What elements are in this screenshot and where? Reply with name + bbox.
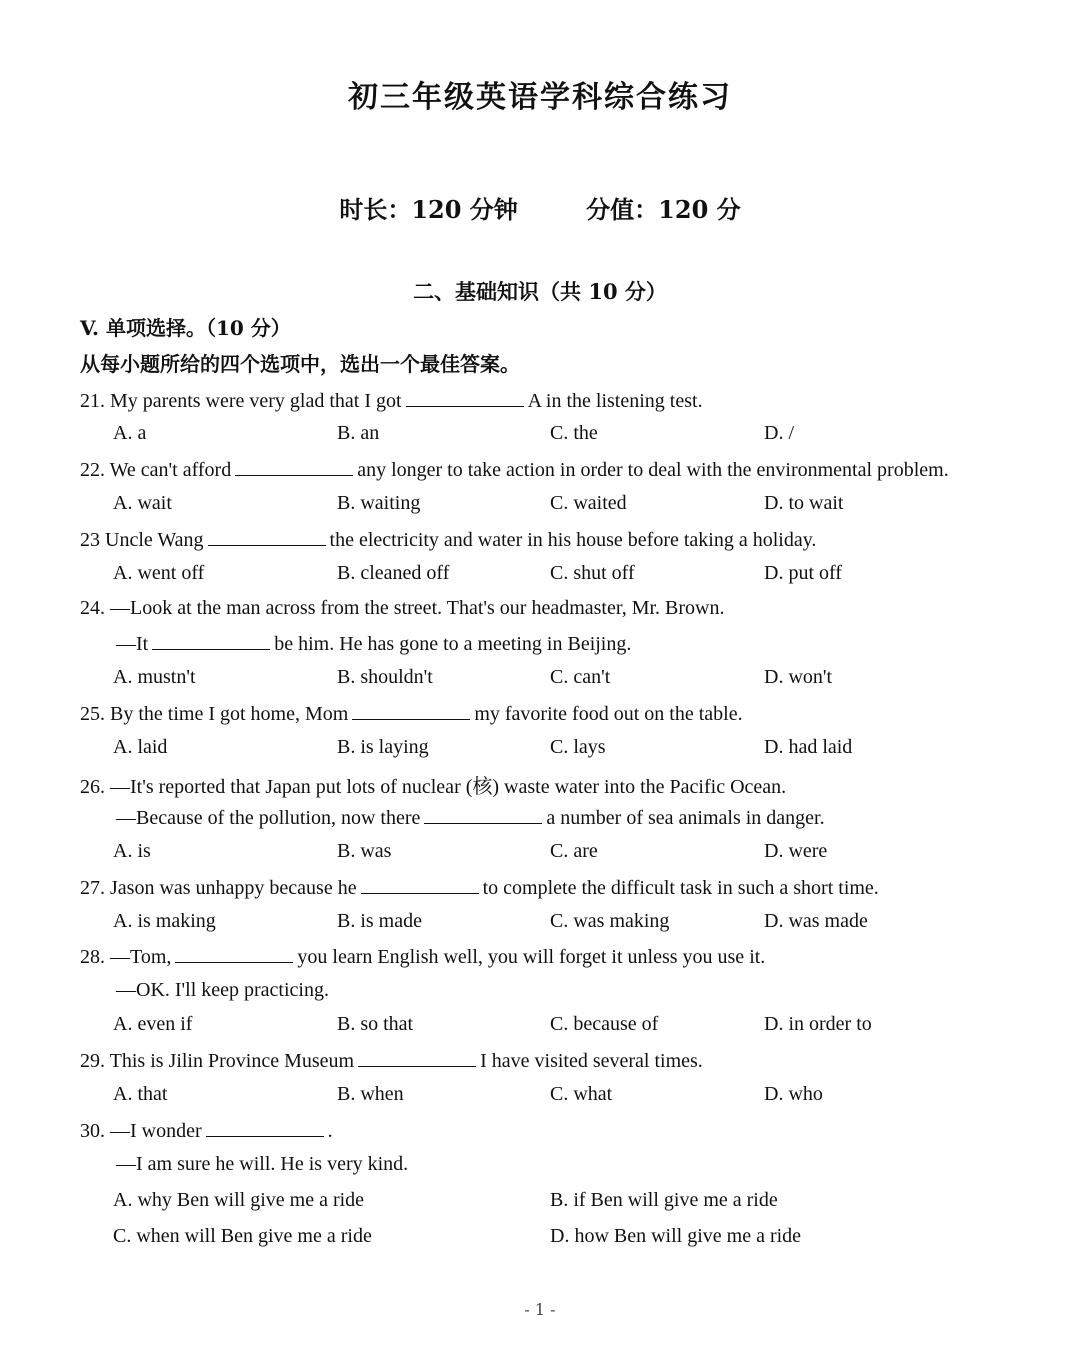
option-c[interactable]: C. because of bbox=[550, 1013, 659, 1035]
option-a[interactable]: A. a bbox=[113, 422, 147, 444]
option-a[interactable]: A. is bbox=[113, 840, 151, 862]
option-c[interactable]: C. waited bbox=[550, 492, 627, 514]
option-b[interactable]: B. is laying bbox=[337, 736, 429, 758]
options-30-row-2 bbox=[113, 1225, 1013, 1251]
question-text: the electricity and water in his house before taking a holiday. bbox=[329, 529, 817, 551]
question-text: to complete the difficult task in such a short time. bbox=[482, 877, 879, 899]
answer-blank[interactable] bbox=[358, 1048, 476, 1067]
option-b[interactable]: B. was bbox=[337, 840, 392, 862]
question-text: 23 Uncle Wang bbox=[80, 529, 204, 551]
answer-blank[interactable] bbox=[208, 527, 326, 546]
answer-blank[interactable] bbox=[352, 701, 470, 720]
score-label: 分值：120 分 bbox=[586, 195, 741, 224]
options-27 bbox=[113, 910, 1013, 936]
question-22 bbox=[80, 457, 949, 482]
answer-blank[interactable] bbox=[152, 631, 270, 650]
option-c[interactable]: C. lays bbox=[550, 736, 606, 758]
question-text: my favorite food out on the table. bbox=[474, 703, 743, 725]
instructions: 从每小题所给的四个选项中，选出一个最佳答案。 bbox=[80, 352, 520, 376]
question-text: I have visited several times. bbox=[480, 1050, 703, 1072]
option-a[interactable]: A. went off bbox=[113, 562, 205, 584]
question-text: 30. —I wonder bbox=[80, 1120, 202, 1142]
option-b[interactable]: B. if Ben will give me a ride bbox=[550, 1189, 778, 1211]
question-27 bbox=[80, 875, 879, 900]
option-c[interactable]: C. the bbox=[550, 422, 598, 444]
question-text: a number of sea animals in danger. bbox=[546, 807, 825, 829]
options-29 bbox=[113, 1083, 1013, 1109]
question-text: you learn English well, you will forget it unless you use it. bbox=[297, 946, 766, 968]
option-c[interactable]: C. when will Ben give me a ride bbox=[113, 1225, 372, 1247]
option-a[interactable]: A. why Ben will give me a ride bbox=[113, 1189, 365, 1211]
page-number: - 1 - bbox=[524, 1300, 556, 1319]
option-a[interactable]: A. even if bbox=[113, 1013, 193, 1035]
answer-blank[interactable] bbox=[235, 457, 353, 476]
question-text: 25. By the time I got home, Mom bbox=[80, 703, 349, 725]
option-d[interactable]: D. had laid bbox=[764, 736, 853, 758]
question-text: —It bbox=[116, 633, 149, 655]
option-c[interactable]: C. are bbox=[550, 840, 598, 862]
question-24: 24. —Look at the man across from the street. That's our headmaster, Mr. Brown. bbox=[80, 597, 725, 619]
exam-meta bbox=[0, 190, 1080, 225]
option-b[interactable]: B. shouldn't bbox=[337, 666, 433, 688]
part-heading: V. 单项选择。（10 分） bbox=[80, 316, 291, 340]
option-b[interactable]: B. so that bbox=[337, 1013, 414, 1035]
option-c[interactable]: C. what bbox=[550, 1083, 613, 1105]
question-text: 27. Jason was unhappy because he bbox=[80, 877, 357, 899]
question-30 bbox=[80, 1118, 333, 1143]
option-d[interactable]: D. was made bbox=[764, 910, 868, 932]
question-24-reply bbox=[116, 631, 631, 656]
question-text: —Because of the pollution, now there bbox=[116, 807, 421, 829]
option-d[interactable]: D. won't bbox=[764, 666, 833, 688]
answer-blank[interactable] bbox=[206, 1118, 324, 1137]
option-a[interactable]: A. wait bbox=[113, 492, 172, 514]
question-text: A in the listening test. bbox=[527, 390, 703, 412]
question-26: 26. —It's reported that Japan put lots of nuclear (核) waste water into the Pacific Ocean. bbox=[80, 776, 787, 798]
options-21 bbox=[113, 422, 1013, 448]
page-title: 初三年级英语学科综合练习 bbox=[348, 80, 732, 115]
option-c[interactable]: C. was making bbox=[550, 910, 670, 932]
option-d[interactable]: D. put off bbox=[764, 562, 842, 584]
question-text: 28. —Tom, bbox=[80, 946, 172, 968]
answer-blank[interactable] bbox=[424, 805, 542, 824]
option-b[interactable]: B. when bbox=[337, 1083, 404, 1105]
question-28-reply: —OK. I'll keep practicing. bbox=[116, 979, 329, 1001]
options-26 bbox=[113, 840, 1013, 866]
option-d[interactable]: D. in order to bbox=[764, 1013, 872, 1035]
options-22 bbox=[113, 492, 1013, 518]
option-b[interactable]: B. cleaned off bbox=[337, 562, 450, 584]
option-a[interactable]: A. is making bbox=[113, 910, 216, 932]
option-c[interactable]: C. can't bbox=[550, 666, 611, 688]
option-a[interactable]: A. mustn't bbox=[113, 666, 196, 688]
question-text: 21. My parents were very glad that I got bbox=[80, 390, 402, 412]
question-text: any longer to take action in order to deal with the environmental problem. bbox=[357, 459, 949, 481]
option-d[interactable]: D. who bbox=[764, 1083, 823, 1105]
question-text: be him. He has gone to a meeting in Beijing. bbox=[274, 633, 632, 655]
option-b[interactable]: B. waiting bbox=[337, 492, 421, 514]
options-28 bbox=[113, 1013, 1013, 1039]
question-text: . bbox=[327, 1120, 333, 1142]
options-23 bbox=[113, 562, 1013, 588]
answer-blank[interactable] bbox=[406, 388, 524, 407]
option-b[interactable]: B. is made bbox=[337, 910, 422, 932]
question-29 bbox=[80, 1048, 703, 1073]
question-30-reply: —I am sure he will. He is very kind. bbox=[116, 1153, 409, 1175]
options-30-row-1 bbox=[113, 1189, 1013, 1215]
option-d[interactable]: D. to wait bbox=[764, 492, 844, 514]
section-title: 二、基础知识（共 10 分） bbox=[413, 279, 667, 304]
duration-label: 时长：120 分钟 bbox=[339, 195, 518, 224]
question-25 bbox=[80, 701, 743, 726]
options-25 bbox=[113, 736, 1013, 762]
question-text: 29. This is Jilin Province Museum bbox=[80, 1050, 355, 1072]
option-c[interactable]: C. shut off bbox=[550, 562, 635, 584]
question-23 bbox=[80, 527, 816, 552]
options-24 bbox=[113, 666, 1013, 692]
option-d[interactable]: D. were bbox=[764, 840, 828, 862]
option-a[interactable]: A. laid bbox=[113, 736, 168, 758]
answer-blank[interactable] bbox=[175, 944, 293, 963]
option-a[interactable]: A. that bbox=[113, 1083, 168, 1105]
option-d[interactable]: D. how Ben will give me a ride bbox=[550, 1225, 802, 1247]
question-26-reply bbox=[116, 805, 825, 830]
question-28 bbox=[80, 944, 765, 969]
question-21 bbox=[80, 388, 703, 413]
answer-blank[interactable] bbox=[361, 875, 479, 894]
option-d[interactable]: D. / bbox=[764, 422, 794, 444]
option-b[interactable]: B. an bbox=[337, 422, 380, 444]
question-text: 22. We can't afford bbox=[80, 459, 232, 481]
